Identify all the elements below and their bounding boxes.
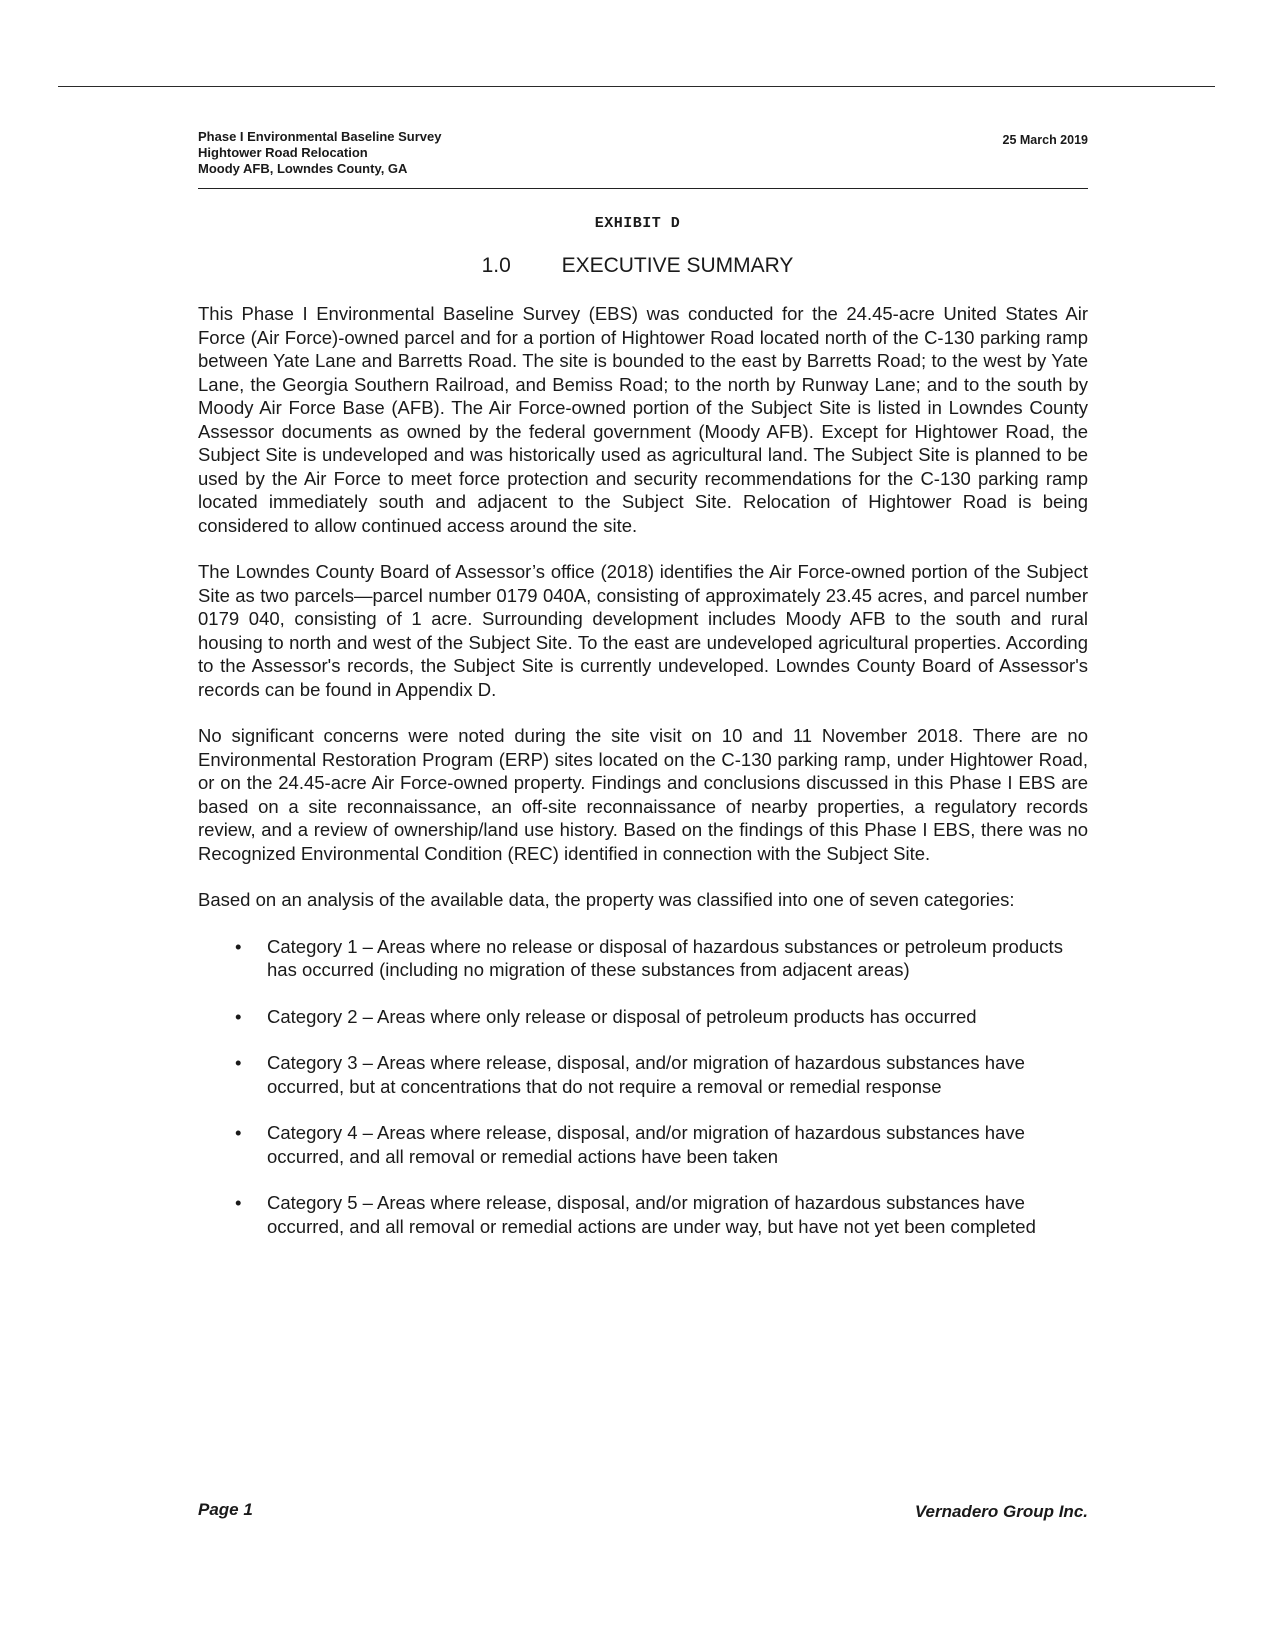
- section-number: 1.0: [481, 254, 511, 277]
- list-item-text: Category 5 – Areas where release, disposal, and/or migration of hazardous substances have occurred, and all removal or remedial actions are under way, but have not yet been completed: [267, 1192, 1036, 1237]
- bullet-icon: •: [235, 1192, 242, 1213]
- bullet-icon: •: [235, 1122, 242, 1143]
- list-item: [198, 1051, 1088, 1098]
- list-item: [198, 1191, 1088, 1238]
- paragraph-findings: No significant concerns were noted during the site visit on 10 and 11 November 2018. There are no Environmental Restoration Program (ERP) sites located on the C-130 parking ramp, under Hightower Road, or on the 24.45-acre Air Force-owned property. Findings and conclusions discussed in this Phase I EBS are based on a site reconnaissance, an off-site reconnaissance of nearby properties, a regulatory records review, and a review of ownership/land use history. Based on the findings of this Phase I EBS, there was no Recognized Environmental Condition (REC) identified in connection with the Subject Site.: [198, 725, 1088, 864]
- list-item: [198, 935, 1088, 982]
- list-item-text: Category 1 – Areas where no release or disposal of hazardous substances or petroleum products has occurred (including no migration of these substances from adjacent areas): [267, 935, 1063, 980]
- paragraph-categories-intro: Based on an analysis of the available data, the property was classified into one of seven categories:: [198, 889, 1015, 910]
- category-list: [198, 935, 1088, 1239]
- list-item: [198, 1005, 1088, 1029]
- header-date: 25 March 2019: [1002, 133, 1088, 147]
- bullet-icon: •: [235, 1005, 242, 1027]
- list-item: [198, 1121, 1088, 1168]
- header-location: Moody AFB, Lowndes County, GA: [198, 161, 408, 176]
- top-rule: [58, 86, 1215, 87]
- list-item-text: Category 3 – Areas where release, disposal, and/or migration of hazardous substances have occurred, but at concentrations that do not require a removal or remedial response: [267, 1052, 1025, 1097]
- body-content: [198, 302, 1088, 1261]
- paragraph-assessor: The Lowndes County Board of Assessor’s office (2018) identifies the Air Force-owned portion of the Subject Site as two parcels—parcel number 0179 040A, consisting of approximately 23.45 acres, and parcel number 0179 040, consisting of 1 acre. Surrounding development includes Moody AFB to the south and rural housing to north and west of the Subject Site. To the east are undeveloped agricultural properties. According to the Assessor's records, the Subject Site is currently undeveloped. Lowndes County Board of Assessor's records can be found in Appendix D.: [198, 561, 1088, 700]
- section-heading: [0, 254, 1275, 278]
- section-title: EXECUTIVE SUMMARY: [561, 254, 794, 277]
- page-header: [198, 129, 1088, 177]
- page-number: Page 1: [198, 1500, 253, 1519]
- list-item-text: Category 2 – Areas where only release or disposal of petroleum products has occurred: [267, 1005, 977, 1027]
- exhibit-label: EXHIBIT D: [594, 215, 681, 232]
- header-title-block: [198, 129, 1088, 177]
- bullet-icon: •: [235, 935, 242, 957]
- header-project-name: Hightower Road Relocation: [198, 145, 368, 160]
- bullet-icon: •: [235, 1052, 242, 1073]
- list-item-text: Category 4 – Areas where release, disposal, and/or migration of hazardous substances have occurred, and all removal or remedial actions have been taken: [267, 1122, 1025, 1167]
- header-rule: [198, 188, 1088, 189]
- header-document-title: Phase I Environmental Baseline Survey: [198, 129, 442, 144]
- paragraph-overview: This Phase I Environmental Baseline Survey (EBS) was conducted for the 24.45-acre United States Air Force (Air Force)-owned parcel and for a portion of Hightower Road located north of the C-130 parking ramp between Yate Lane and Barretts Road. The site is bounded to the east by Barretts Road; to the west by Yate Lane, the Georgia Southern Railroad, and Bemiss Road; to the north by Runway Lane; and to the south by Moody Air Force Base (AFB). The Air Force-owned portion of the Subject Site is listed in Lowndes County Assessor documents as owned by the federal government (Moody AFB). Except for Hightower Road, the Subject Site is undeveloped and was historically used as agricultural land. The Subject Site is planned to be used by the Air Force to meet force protection and security recommendations for the C-130 parking ramp located immediately south and adjacent to the Subject Site. Relocation of Hightower Road is being considered to allow continued access around the site.: [198, 303, 1088, 536]
- company-name: Vernadero Group Inc.: [914, 1502, 1088, 1521]
